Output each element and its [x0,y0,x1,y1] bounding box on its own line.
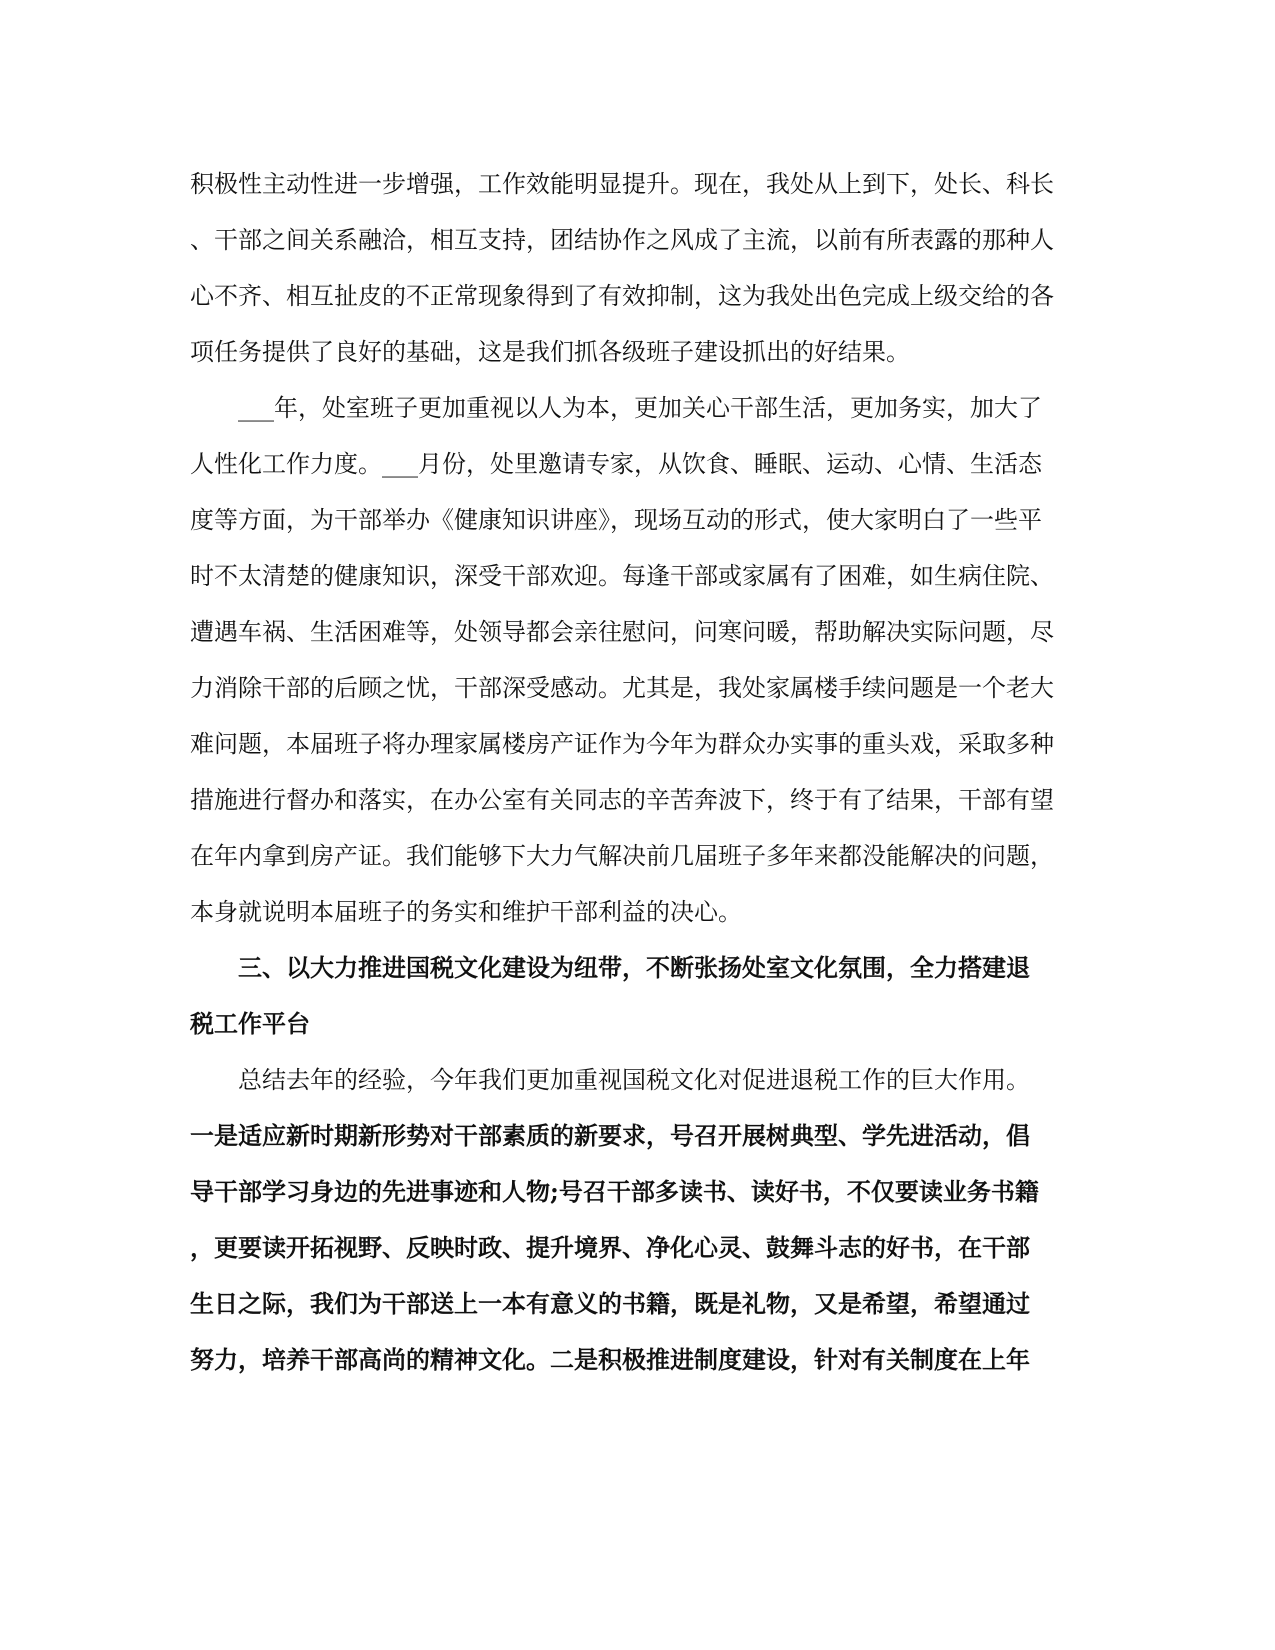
paragraph-line-bold: 生日之际，我们为干部送上一本有意义的书籍，既是礼物，又是希望，希望通过 [190,1289,1030,1318]
paragraph-line-bold: ，更要读开拓视野、反映时政、提升境界、净化心灵、鼓舞斗志的好书，在干部 [190,1233,1030,1262]
paragraph-line: 、干部之间关系融洽，相互支持，团结协作之风成了主流，以前有所表露的那种人 [190,226,1054,254]
section-heading-line: 税工作平台 [190,1009,310,1038]
paragraph-line: 心不齐、相互扯皮的不正常现象得到了有效抑制，这为我处出色完成上级交给的各 [190,282,1054,310]
paragraph-line: 力消除干部的后顾之忧，干部深受感动。尤其是，我处家属楼手续问题是一个老大 [190,674,1054,702]
paragraph-line: 在年内拿到房产证。我们能够下大力气解决前几届班子多年来都没能解决的问题， [190,842,1054,870]
paragraph-line: 本身就说明本届班子的务实和维护干部利益的决心。 [190,898,742,926]
paragraph-line: 积极性主动性进一步增强，工作效能明显提升。现在，我处从上到下，处长、科长 [190,170,1054,198]
paragraph-line: 措施进行督办和落实，在办公室有关同志的辛苦奔波下，终于有了结果，干部有望 [190,786,1054,814]
paragraph-line: 难问题，本届班子将办理家属楼房产证作为今年为群众办实事的重头戏，采取多种 [190,730,1054,758]
paragraph-line: 遭遇车祸、生活困难等，处领导都会亲往慰问，问寒问暖，帮助解决实际问题，尽 [190,618,1054,646]
paragraph-line-bold: 导干部学习身边的先进事迹和人物;号召干部多读书、读好书，不仅要读业务书籍 [190,1177,1039,1206]
section-heading-line: 三、以大力推进国税文化建设为纽带，不断张扬处室文化氛围，全力搭建退 [238,953,1030,982]
paragraph-line: 人性化工作力度。___月份，处里邀请专家，从饮食、睡眠、运动、心情、生活态 [190,450,1042,478]
paragraph-line-bold: 努力，培养干部高尚的精神文化。二是积极推进制度建设，针对有关制度在上年 [190,1345,1030,1374]
paragraph-line: 度等方面，为干部举办《健康知识讲座》，现场互动的形式，使大家明白了一些平 [190,506,1042,534]
paragraph-line: 项任务提供了良好的基础，这是我们抓各级班子建设抓出的好结果。 [190,338,910,366]
paragraph-line: 时不太清楚的健康知识，深受干部欢迎。每逢干部或家属有了困难，如生病住院、 [190,562,1054,590]
paragraph-line: ___年，处室班子更加重视以人为本，更加关心干部生活，更加务实，加大了 [238,394,1042,422]
paragraph-line: 总结去年的经验，今年我们更加重视国税文化对促进退税工作的巨大作用。 [238,1066,1030,1094]
paragraph-line-bold: 一是适应新时期新形势对干部素质的新要求，号召开展树典型、学先进活动，倡 [190,1121,1030,1150]
